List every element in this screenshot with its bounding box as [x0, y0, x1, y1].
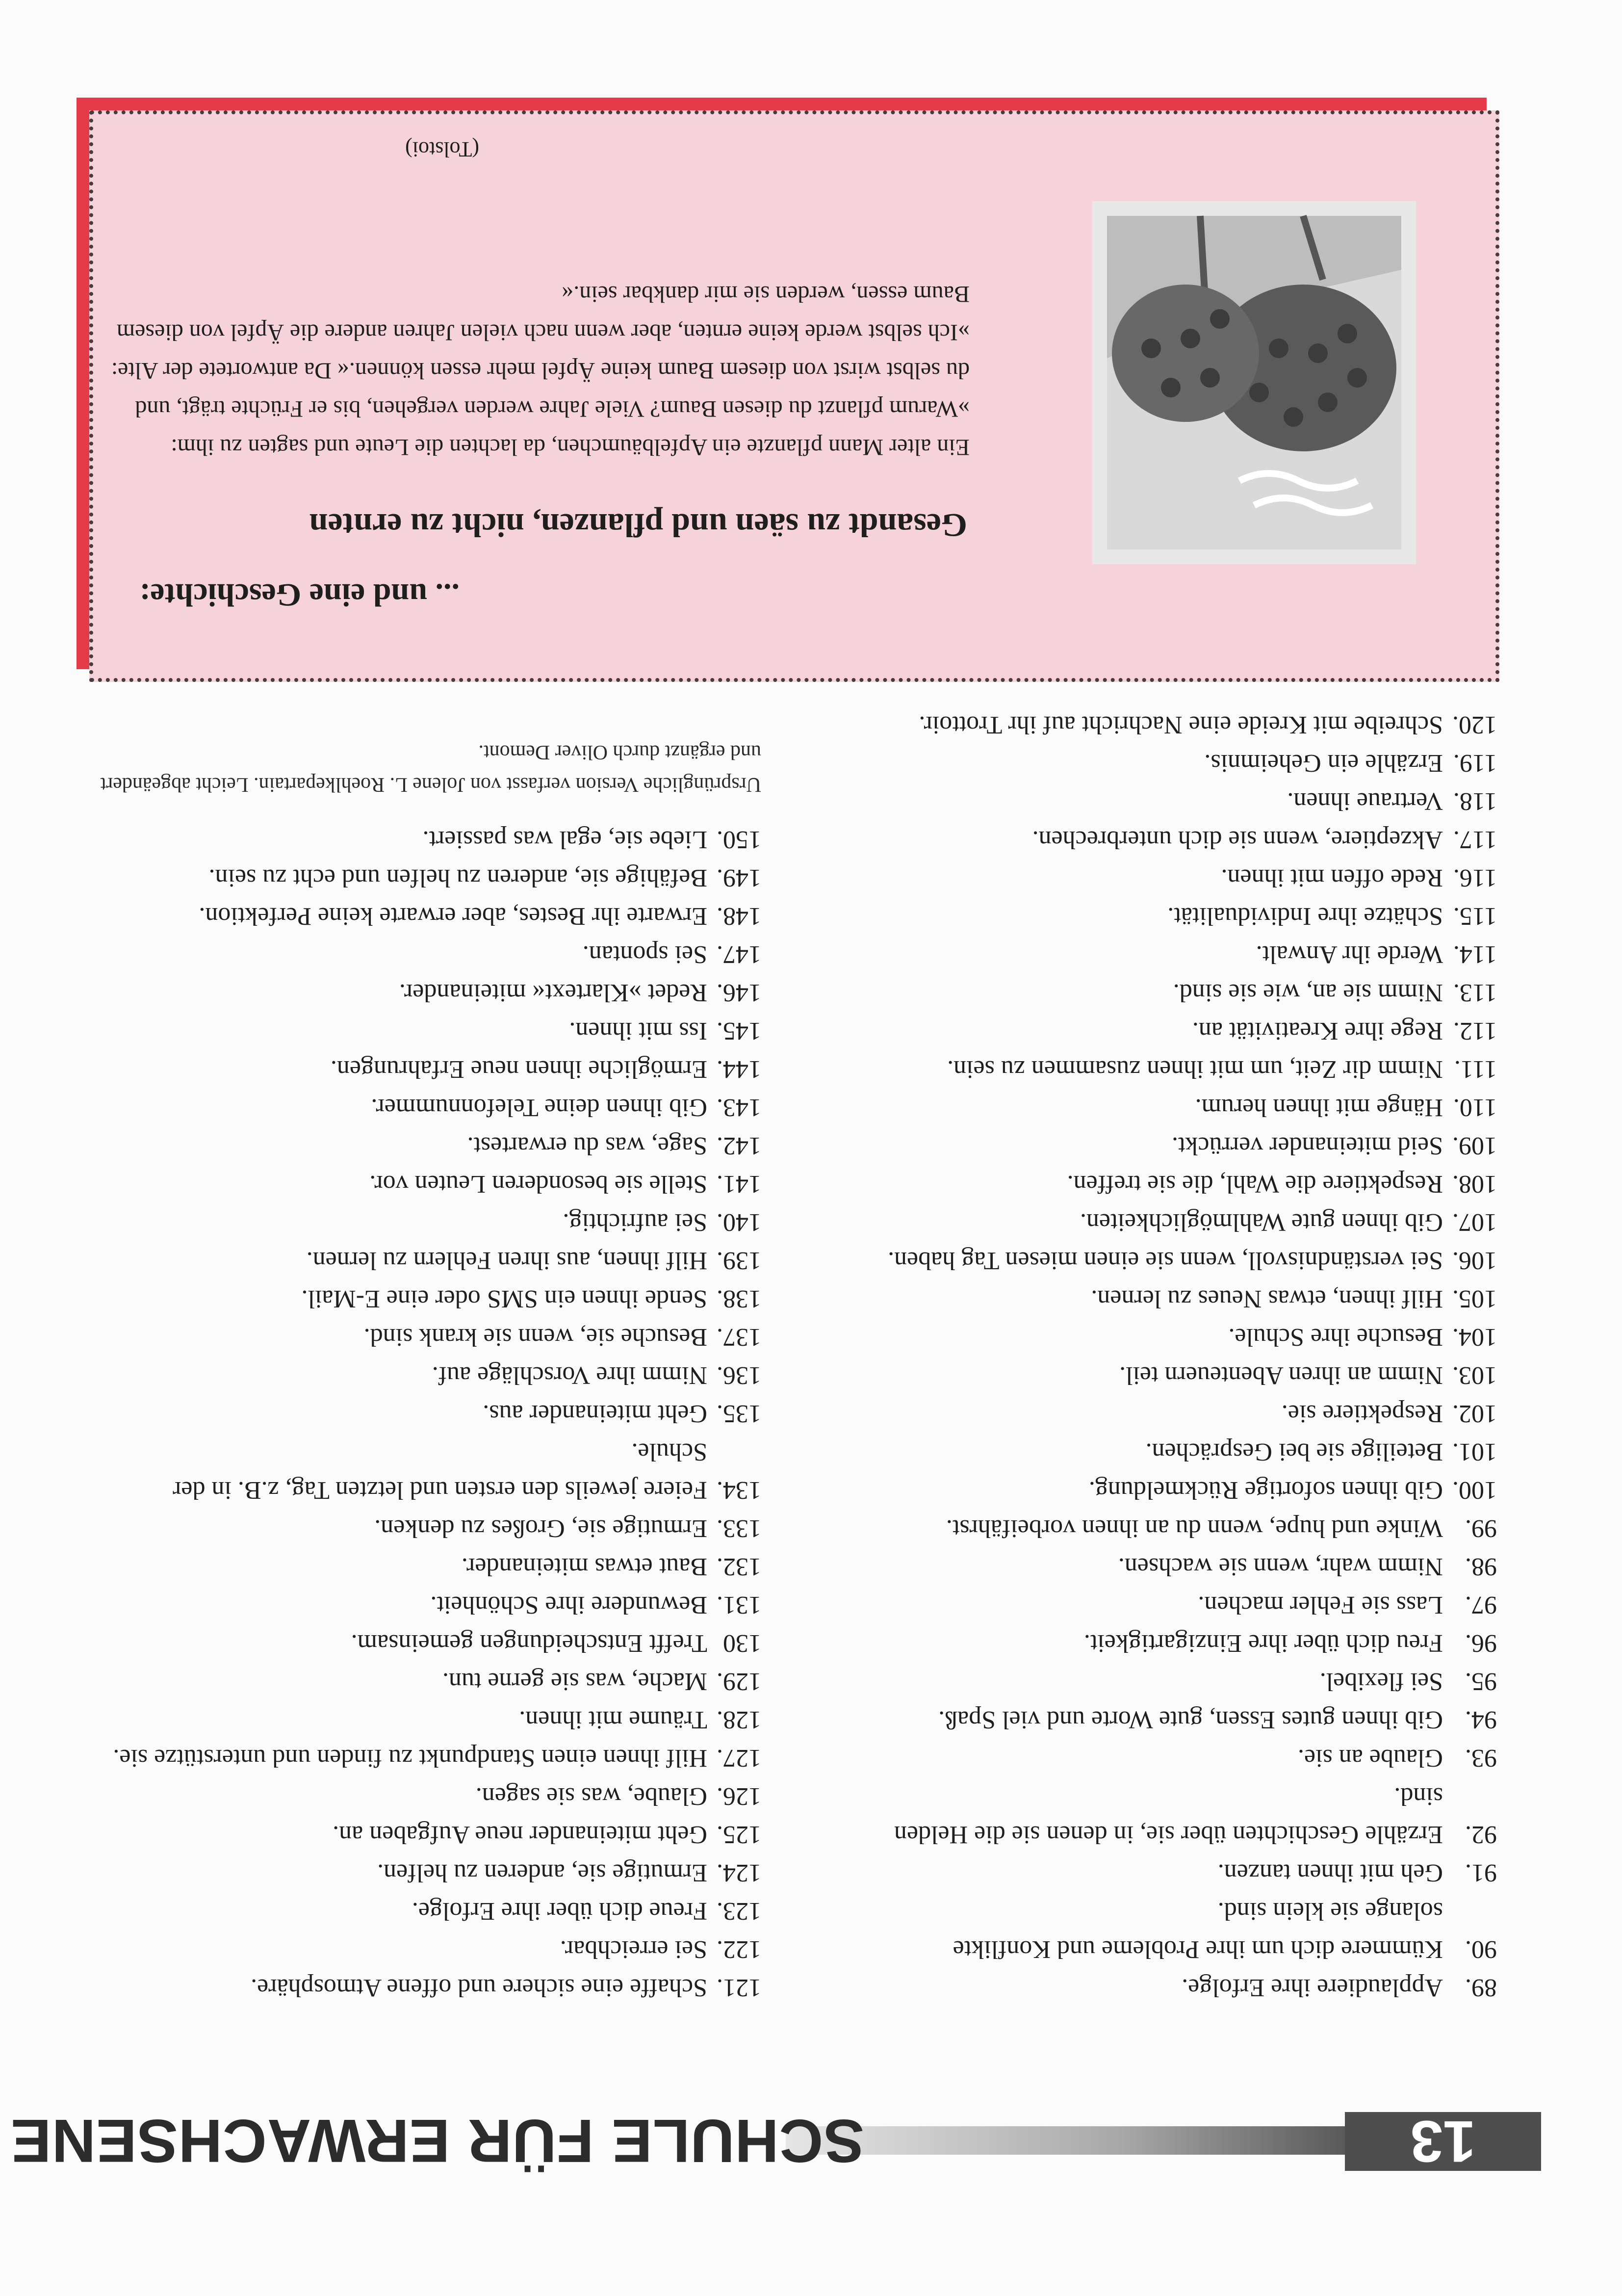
list-item-number: 144.	[717, 1055, 761, 1083]
list-item-number: 139.	[717, 1247, 761, 1275]
list-item-number: 101.	[1452, 1438, 1497, 1466]
list-item-text: Erzähle ein Geheimnis.	[1204, 749, 1443, 777]
list-item	[94, 1318, 761, 1356]
list-item	[94, 1088, 761, 1126]
list-item-number: 131.	[717, 1591, 761, 1619]
list-item-number: 133.	[717, 1514, 761, 1542]
list-item	[869, 705, 1497, 744]
list-item	[869, 1471, 1497, 1509]
list-item-text: Applaudiere ihre Erfolge.	[1182, 1974, 1443, 2002]
list-item	[869, 1241, 1497, 1279]
list-item-text: Befähige sie, anderen zu helfen und echt zu sein.	[208, 864, 707, 892]
list-item-text: Rede offen mit ihnen.	[1221, 864, 1443, 892]
list-item	[94, 1012, 761, 1050]
list-item-text: Gib ihnen sofortige Rückmeldung.	[1088, 1476, 1443, 1504]
list-item	[869, 1586, 1497, 1624]
list-item-text: Beteilige sie bei Gesprächen.	[1145, 1438, 1443, 1466]
list-item-text: Sei flexibel.	[1319, 1668, 1443, 1696]
list-item-text: Sage, was du erwartest.	[467, 1132, 707, 1160]
list-item-text: Erwarte ihr Bestes, aber erwarte keine Perfektion.	[199, 902, 707, 930]
list-item-number: 97.	[1465, 1591, 1497, 1619]
list-item	[94, 1892, 761, 1930]
list-item-number: 126.	[717, 1782, 761, 1810]
list-item-text: Besuche sie, wenn sie krank sind.	[363, 1323, 707, 1351]
list-item	[869, 1700, 1497, 1739]
list-item-number: 119.	[1453, 749, 1497, 777]
list-item-text: Nimm an ihren Abenteuern teil.	[1119, 1361, 1443, 1389]
list-item-text: Akzeptiere, wenn sie dich unterbrechen.	[1032, 826, 1443, 854]
list-item	[869, 1088, 1497, 1126]
list-item-number: 148.	[717, 902, 761, 930]
list-item	[869, 1165, 1497, 1203]
list-item-text: Geh mit ihnen tanzen.	[1217, 1859, 1443, 1887]
list-item-number: 135.	[717, 1400, 761, 1428]
list-item-text: Hilf ihnen, aus ihren Fehlern zu lernen.	[306, 1247, 707, 1275]
list-item-number: 129.	[717, 1668, 761, 1696]
list-item-number: 96.	[1465, 1629, 1497, 1657]
list-item-text: Sei spontan.	[582, 940, 707, 968]
list-item-number: 127.	[717, 1744, 761, 1772]
list-item-number: 98.	[1465, 1553, 1497, 1581]
story-author: (Tolstoi)	[405, 137, 479, 161]
list-item-number: 110.	[1453, 1094, 1497, 1122]
list-item	[94, 1433, 761, 1509]
list-item	[94, 897, 761, 935]
list-item-number: 92.	[1465, 1821, 1497, 1849]
list-item	[869, 1203, 1497, 1241]
list-item-number: 121.	[717, 1974, 761, 2002]
list-item	[869, 897, 1497, 935]
list-item-text: Gib ihnen deine Telefonnummer.	[371, 1094, 707, 1122]
list-item	[869, 1356, 1497, 1394]
list-item-text: Schätze ihre Individualität.	[1167, 902, 1443, 930]
list-item	[869, 1662, 1497, 1700]
list-item-number: 102.	[1452, 1400, 1497, 1428]
list-item-text: Freue dich über ihre Erfolge.	[412, 1897, 707, 1925]
list-item-number: 99.	[1465, 1514, 1497, 1542]
list-item-number: 142.	[717, 1132, 761, 1160]
list-item	[869, 1777, 1497, 1853]
list-item-text: Lass sie Fehler machen.	[1198, 1591, 1443, 1619]
list-column-right	[94, 736, 761, 2007]
list-item	[94, 1853, 761, 1892]
list-item-text: Winke und hupe, wenn du an ihnen vorbeifährst.	[946, 1514, 1443, 1542]
list-item	[94, 1930, 761, 1968]
list-item	[94, 973, 761, 1012]
list-item-text: Vertraue ihnen.	[1287, 787, 1443, 815]
list-item-number: 149.	[717, 864, 761, 892]
list-item-text: Sei erreichbar.	[560, 1935, 707, 1963]
list-item-number: 111.	[1454, 1055, 1497, 1083]
list-item	[94, 859, 761, 897]
list-item-text: Hilf ihnen, etwas Neues zu lernen.	[1091, 1285, 1443, 1313]
list-item-text: Glaube, was sie sagen.	[475, 1782, 707, 1810]
list-item	[94, 1662, 761, 1700]
list-item-text: Kümmere dich um ihre Probleme und Konflikte solange sie klein sind.	[953, 1897, 1443, 1963]
story-heading: ... und eine Geschichte:	[139, 577, 460, 613]
list-item-text: Werde ihr Anwalt.	[1256, 940, 1443, 968]
list-item-number: 116.	[1453, 864, 1497, 892]
list-item-number: 130	[723, 1629, 761, 1657]
list-item	[94, 1279, 761, 1318]
list-item	[94, 1700, 761, 1739]
list-item	[869, 1279, 1497, 1318]
list-item	[869, 820, 1497, 859]
list-item-text: Gib ihnen gute Wahlmöglichkeiten.	[1080, 1208, 1443, 1236]
list-item-text: Besuche ihre Schule.	[1228, 1323, 1443, 1351]
list-item-number: 124.	[717, 1859, 761, 1887]
list-item-text: Trefft Entscheidungen gemeinsam.	[351, 1629, 707, 1657]
list-item	[869, 1318, 1497, 1356]
list-item	[869, 744, 1497, 782]
list-item-number: 123.	[717, 1897, 761, 1925]
list-item	[94, 1547, 761, 1586]
list-item-number: 141.	[717, 1170, 761, 1198]
list-item-number: 106.	[1452, 1247, 1497, 1275]
tree-crown	[1112, 285, 1259, 422]
list-item	[94, 1815, 761, 1853]
list-item-text: Rege ihre Kreativität an.	[1192, 1017, 1443, 1045]
list-item	[869, 859, 1497, 897]
credit-note: Ursprüngliche Version verfasst von Jolene L. Roehlkepartain. Leicht abgeändert und ergänzt durch Oliver Demont.	[100, 741, 761, 796]
list-item	[869, 1739, 1497, 1777]
list-item	[94, 935, 761, 973]
list-item-text: Sei aufrichtig.	[563, 1208, 707, 1236]
list-item-number: 128.	[717, 1706, 761, 1734]
list-item	[94, 1624, 761, 1662]
list-item	[94, 1165, 761, 1203]
list-item	[94, 1739, 761, 1777]
list-item-number: 150.	[717, 826, 761, 854]
list-item-number: 109.	[1452, 1132, 1497, 1160]
apple-tree-picture	[1092, 201, 1416, 564]
list-item	[94, 1509, 761, 1547]
list-item	[869, 1050, 1497, 1088]
list-item-number: 132.	[717, 1553, 761, 1581]
list-right-items	[94, 820, 761, 2007]
list-column-left	[869, 705, 1497, 2007]
list-item	[869, 1892, 1497, 1968]
list-item-text: Schreibe mit Kreide eine Nachricht auf ihr Trottoir.	[919, 711, 1443, 739]
list-item-text: Redet »Klartext« miteinander.	[399, 979, 707, 1007]
list-item	[869, 782, 1497, 820]
list-item-text: Stelle sie besonderen Leuten vor.	[369, 1170, 707, 1198]
list-item-number: 100.	[1452, 1476, 1497, 1504]
list-item-text: Respektiere sie.	[1281, 1400, 1443, 1428]
list-item-number: 138.	[717, 1285, 761, 1313]
list-item	[94, 1394, 761, 1433]
list-item-number: 143.	[717, 1094, 761, 1122]
list-item-text: Ermögliche ihnen neue Erfahrungen.	[330, 1055, 707, 1083]
list-item-text: Hilf ihnen einen Standpunkt zu finden und unterstütze sie.	[113, 1744, 707, 1772]
story-text: Ein alter Mann pflanzte ein Apfelbäumchen, da lachten die Leute und sagten zu ihm: »Warum pflanzt du diesen Baum? Viele Jahre werden vergehen, bis er Früchte trägt, und du selbst wirst von diesem Baum keine Äpfel mehr essen können.« Da antwortete der Alte: »Ich selbst werde keine ernten, aber wenn nach vielen Jahren andere die Äpfel von diesem Baum essen, werden sie mir dankbar sein.«	[111, 281, 970, 460]
list-item-number: 136.	[717, 1361, 761, 1389]
section-title: SCHULE FÜR ERWACHSENE	[10, 2107, 864, 2174]
list-item	[869, 973, 1497, 1012]
list-item-number: 93.	[1465, 1744, 1497, 1772]
list-item-number: 118.	[1453, 787, 1497, 815]
list-item	[869, 1012, 1497, 1050]
list-item	[94, 820, 761, 859]
list-item-number: 125.	[717, 1821, 761, 1849]
list-item-text: Iss mit ihnen.	[569, 1017, 707, 1045]
list-item-number: 113.	[1453, 979, 1497, 1007]
list-item-number: 117.	[1453, 826, 1497, 854]
list-item-text: Nimm ihre Vorschläge auf.	[432, 1361, 707, 1389]
list-item-text: Respektiere die Wahl, die sie treffen.	[1067, 1170, 1443, 1198]
list-item	[869, 1853, 1497, 1892]
list-item	[869, 1394, 1497, 1433]
list-item	[94, 1968, 761, 2007]
list-item-number: 107.	[1452, 1208, 1497, 1236]
list-item-number: 104.	[1452, 1323, 1497, 1351]
list-item-text: Sei verständnisvoll, wenn sie einen miesen Tag haben.	[888, 1247, 1443, 1275]
list-item	[94, 1777, 761, 1815]
list-item-text: Ermutige sie, anderen zu helfen.	[377, 1859, 707, 1887]
list-item-number: 145.	[717, 1017, 761, 1045]
list-item-number: 137.	[717, 1323, 761, 1351]
list-item-number: 90.	[1465, 1935, 1497, 1963]
list-item-text: Erzähle Geschichten über sie, in denen sie die Helden sind.	[894, 1782, 1443, 1849]
list-item-text: Feiere jeweils den ersten und letzten Tag, z.B. in der Schule.	[173, 1438, 707, 1504]
list-item	[94, 1586, 761, 1624]
list-item-text: Träume mit ihnen.	[519, 1706, 707, 1734]
list-item-number: 91.	[1465, 1859, 1497, 1887]
list-item-text: Schaffe eine sichere und offene Atmosphäre.	[251, 1974, 707, 2002]
list-item-text: Gib ihnen gutes Essen, gute Worte und viel Spaß.	[938, 1706, 1443, 1734]
list-item-text: Liebe sie, egal was passiert.	[422, 826, 707, 854]
story-box	[89, 110, 1499, 682]
list-item-text: Sende ihnen ein SMS oder eine E-Mail.	[301, 1285, 707, 1313]
list-item-number: 146.	[717, 979, 761, 1007]
list-item	[869, 935, 1497, 973]
list-item	[869, 1126, 1497, 1165]
list-item	[869, 1509, 1497, 1547]
list-item-text: Nimm sie an, wie sie sind.	[1173, 979, 1443, 1007]
list-item	[869, 1624, 1497, 1662]
list-item-number: 120.	[1452, 711, 1497, 739]
list-item-text: Mache, was sie gerne tun.	[442, 1668, 707, 1696]
page-number-bar	[1345, 2109, 1541, 2174]
list-item-text: Hänge mit ihnen herum.	[1195, 1094, 1443, 1122]
list-item-text: Ermutige sie, Großes zu denken.	[374, 1514, 707, 1542]
list-item-number: 140.	[717, 1208, 761, 1236]
list-item-text: Glaube an sie.	[1297, 1744, 1443, 1772]
list-item-text: Geht miteinander aus.	[483, 1400, 707, 1428]
list-item-text: Geht miteinander neue Aufgaben an.	[333, 1821, 707, 1849]
list-item-number: 112.	[1453, 1017, 1497, 1045]
list-item-number: 105.	[1452, 1285, 1497, 1313]
list-item	[869, 1547, 1497, 1586]
list-item	[94, 1050, 761, 1088]
list-item-text: Seid miteinander verrückt.	[1171, 1132, 1443, 1160]
list-item-text: Nimm wahr, wenn sie wachsen.	[1118, 1553, 1443, 1581]
list-item-number: 103.	[1452, 1361, 1497, 1389]
list-item-number: 122.	[717, 1935, 761, 1963]
page-number: 13	[1410, 2109, 1476, 2174]
list-item-text: Nimm dir Zeit, um mit ihnen zusammen zu sein.	[947, 1055, 1443, 1083]
list-item-number: 147.	[717, 940, 761, 968]
story-title: Gesandt zu säen und pflanzen, nicht zu ernten	[309, 507, 967, 544]
list-item-text: Bewundere ihre Schönheit.	[430, 1591, 707, 1619]
list-item	[94, 1241, 761, 1279]
list-item-number: 115.	[1453, 902, 1497, 930]
list-item-number: 114.	[1453, 940, 1497, 968]
list-item-number: 94.	[1465, 1706, 1497, 1734]
header-gradient-bar	[786, 2126, 1345, 2155]
list-item	[94, 1203, 761, 1241]
list-item-number: 95.	[1465, 1668, 1497, 1696]
list-item	[869, 1433, 1497, 1471]
list-item-number: 89.	[1465, 1974, 1497, 2002]
list-item-text: Baut etwas miteinander.	[461, 1553, 707, 1581]
list-item	[869, 1968, 1497, 2007]
list-item-number: 134.	[717, 1476, 761, 1504]
list-item-number: 108.	[1452, 1170, 1497, 1198]
list-item-text: Freu dich über ihre Einzigartigkeit.	[1083, 1629, 1443, 1657]
list-item	[94, 1356, 761, 1394]
list-item	[94, 1126, 761, 1165]
